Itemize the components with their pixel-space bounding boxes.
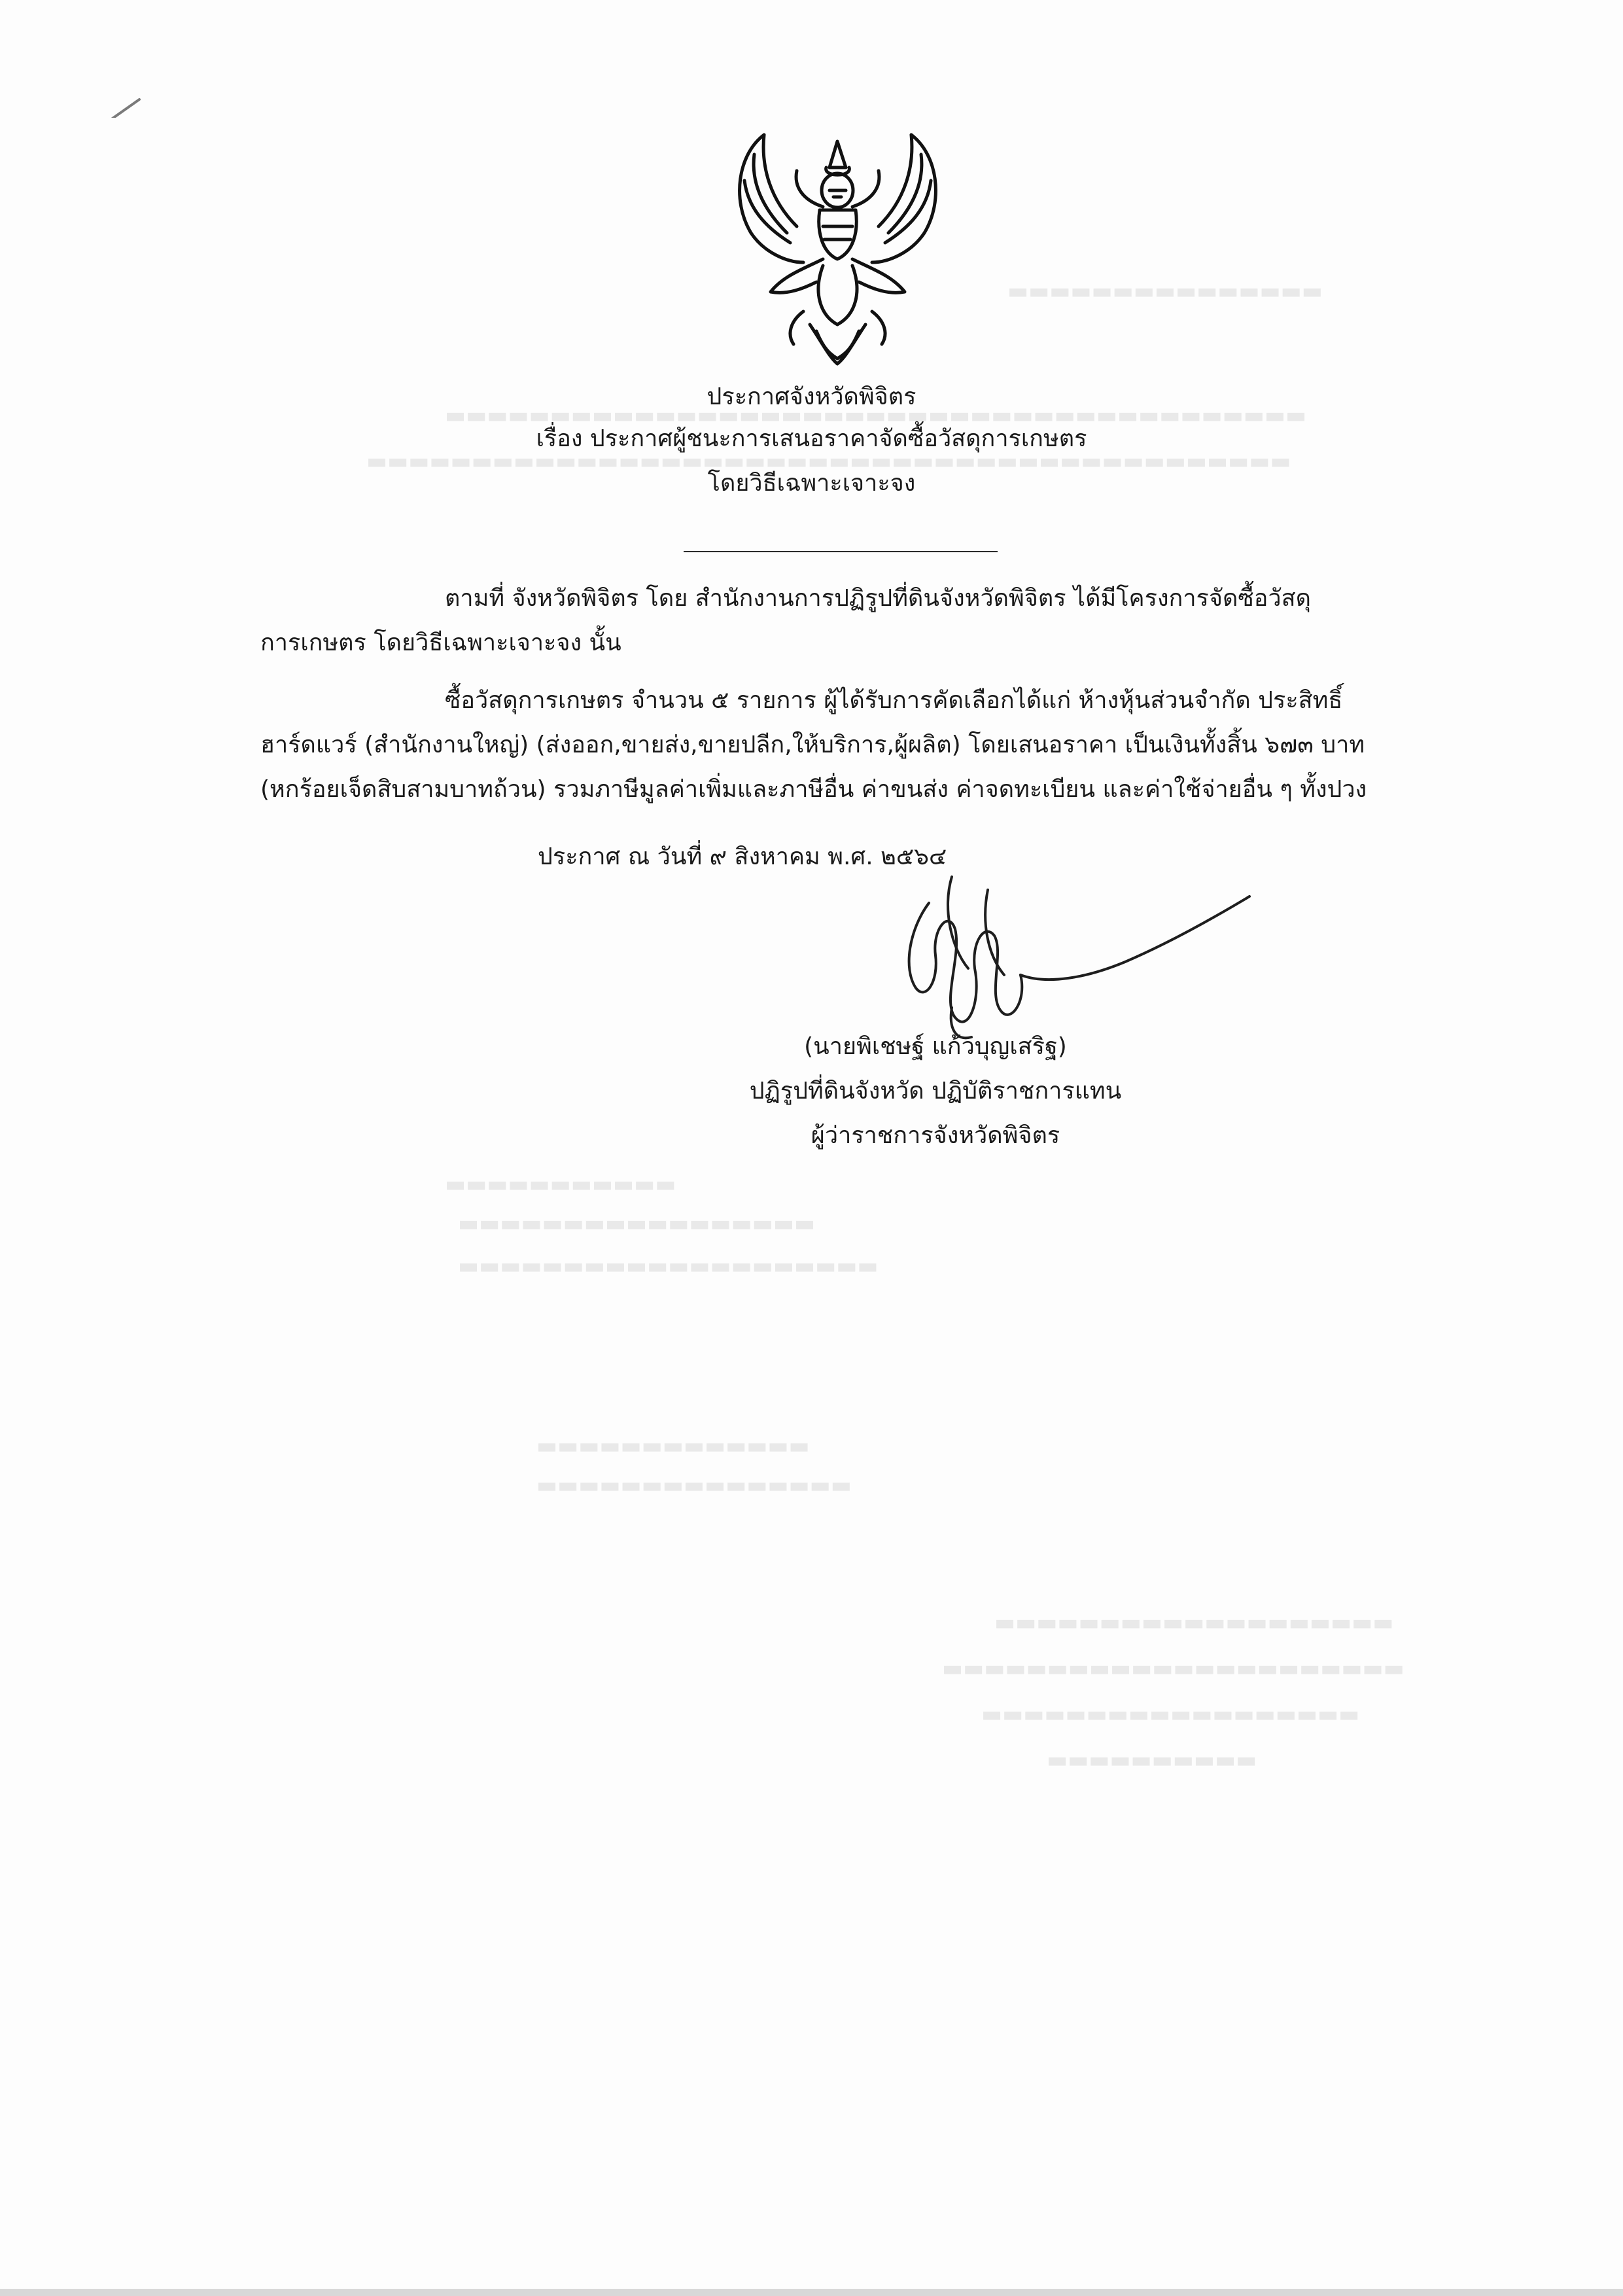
announcement-date: ประกาศ ณ วันที่ ๙ สิงหาคม พ.ศ. ๒๕๖๔ [538, 843, 947, 870]
bleed-through-text: ▬▬▬▬▬▬▬▬▬▬▬▬▬▬▬▬▬ [458, 1210, 816, 1237]
bleed-through-text: ▬▬▬▬▬▬▬▬▬▬▬▬▬▬▬ [536, 1472, 852, 1498]
paragraph-2-line-2: ฮาร์ดแวร์ (สำนักงานใหญ่) (ส่งออก,ขายส่ง,ขายปลีก,ให้บริการ,ผู้ผลิต) โดยเสนอราคา เป็นเงินทั้งสิ้น ๖๗๓ บาท [260, 732, 1365, 758]
title-divider [684, 551, 998, 552]
signatory-name: (นายพิเชษฐ์ แก้วบุญเสริฐ) [804, 1033, 1067, 1060]
procurement-method: โดยวิธีเฉพาะเจาะจง [707, 470, 916, 497]
paragraph-1-line-2: การเกษตร โดยวิธีเฉพาะเจาะจง นั้น [260, 629, 621, 656]
bleed-through-text: ▬▬▬▬▬▬▬▬▬▬▬▬▬▬▬▬▬▬ [981, 1701, 1360, 1727]
bleed-through-text: ▬▬▬▬▬▬▬▬▬▬▬▬▬▬▬▬▬▬▬▬▬▬ [942, 1655, 1405, 1682]
garuda-emblem-icon [725, 128, 951, 367]
bleed-through-text: ▬▬▬▬▬▬▬▬▬▬▬ [445, 1171, 676, 1197]
scan-bottom-edge [0, 2289, 1623, 2296]
pen-mark [84, 65, 149, 118]
announcement-subject: เรื่อง ประกาศผู้ชนะการเสนอราคาจัดซื้อวัสดุการเกษตร [536, 425, 1087, 452]
handwritten-signature [890, 870, 1263, 1047]
bleed-through-text: ▬▬▬▬▬▬▬▬▬▬▬▬▬▬▬▬▬▬▬▬▬▬▬▬▬▬▬▬▬▬▬▬▬▬▬▬▬▬▬▬▬ [445, 402, 1307, 429]
announcement-title: ประกาศจังหวัดพิจิตร [707, 383, 916, 410]
bleed-through-text: ▬▬▬▬▬▬▬▬▬▬▬▬▬▬▬ [1007, 278, 1323, 304]
bleed-through-text: ▬▬▬▬▬▬▬▬▬▬▬▬▬▬▬▬▬▬▬ [994, 1610, 1394, 1636]
bleed-through-text: ▬▬▬▬▬▬▬▬▬▬ [1047, 1747, 1257, 1773]
signatory-on-behalf-of: ผู้ว่าราชการจังหวัดพิจิตร [811, 1122, 1060, 1149]
bleed-through-text: ▬▬▬▬▬▬▬▬▬▬▬▬▬ [536, 1433, 810, 1459]
bleed-through-text: ▬▬▬▬▬▬▬▬▬▬▬▬▬▬▬▬▬▬▬▬ [458, 1253, 879, 1279]
signatory-position: ปฏิรูปที่ดินจังหวัด ปฏิบัติราชการแทน [749, 1078, 1122, 1104]
paragraph-1-line-1: ตามที่ จังหวัดพิจิตร โดย สำนักงานการปฏิรูปที่ดินจังหวัดพิจิตร ได้มีโครงการจัดซื้อวัสดุ [445, 585, 1311, 612]
paragraph-2-line-1: ซื้อวัสดุการเกษตร จำนวน ๕ รายการ ผู้ได้รับการคัดเลือกได้แก่ ห้างหุ้นส่วนจำกัด ประสิทธิ์ [445, 687, 1343, 714]
paragraph-2-line-3: (หกร้อยเจ็ดสิบสามบาทถ้วน) รวมภาษีมูลค่าเพิ่มและภาษีอื่น ค่าขนส่ง ค่าจดทะเบียน และค่าใช้จ่ายอื่น ๆ ทั้งปวง [260, 776, 1367, 803]
bleed-through-text: ▬▬▬▬▬▬▬▬▬▬▬▬▬▬▬▬▬▬▬▬▬▬▬▬▬▬▬▬▬▬▬▬▬▬▬▬▬▬▬▬▬▬▬▬ [366, 448, 1291, 474]
